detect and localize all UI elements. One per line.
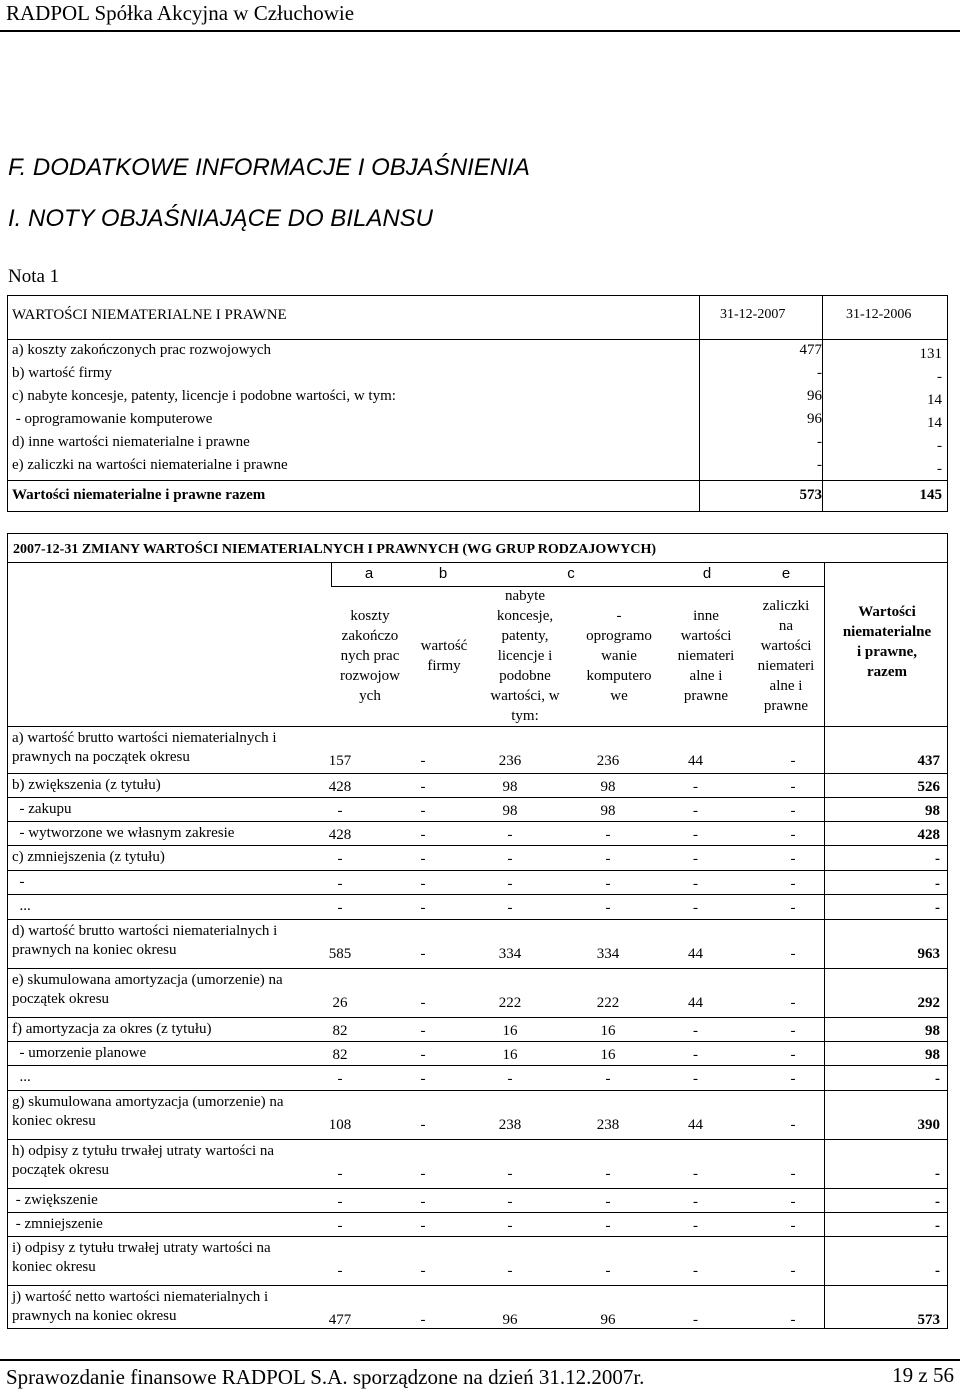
row-label: - zakupu	[12, 801, 72, 817]
value-2007: 477	[799, 342, 822, 358]
cell-c1: 16	[600, 1047, 616, 1063]
total-2006: 145	[919, 487, 942, 503]
cell-b: -	[420, 753, 426, 769]
row-divider	[8, 894, 947, 895]
value-2006: 131	[919, 346, 942, 362]
row-divider	[8, 1236, 947, 1237]
cell-d: -	[693, 1023, 698, 1039]
column-divider	[331, 562, 332, 586]
row-label: - zmniejszenie	[12, 1216, 103, 1232]
cell-e: -	[790, 1194, 796, 1210]
cell-total: 98	[925, 1047, 940, 1063]
row-divider	[8, 845, 947, 846]
row-label: d) inne wartości niematerialne i prawne	[12, 434, 250, 450]
table-row	[8, 846, 947, 871]
cell-b: -	[420, 876, 426, 892]
total-2007: 573	[799, 487, 822, 503]
cell-e: -	[790, 851, 796, 867]
header-divider	[0, 30, 960, 32]
cell-c: -	[507, 1263, 513, 1279]
cell-b: -	[420, 1023, 426, 1039]
row-label: - oprogramowanie komputerowe	[12, 411, 213, 427]
table-row	[8, 774, 947, 798]
row-label: b) zwiększenia (z tytułu)	[12, 777, 161, 793]
cell-c: -	[507, 827, 513, 843]
row-label: - wytworzone we własnym zakresie	[12, 825, 235, 841]
cell-c1: -	[605, 876, 611, 892]
cell-d: -	[693, 1194, 698, 1210]
cell-total: 573	[917, 1312, 940, 1328]
table-row	[8, 871, 947, 895]
column-head-licenses: nabyte koncesje, patenty, licencje i podobne wartości, w tym:	[490, 588, 560, 724]
row-label: - umorzenie planowe	[12, 1045, 147, 1061]
table-header-label: WARTOŚCI NIEMATERIALNE I PRAWNE	[12, 307, 287, 323]
table-row	[8, 455, 947, 478]
cell-a: 82	[332, 1047, 348, 1063]
row-divider	[8, 773, 947, 774]
row-label: e) zaliczki na wartości niematerialne i prawne	[12, 457, 288, 473]
cell-total: -	[935, 1194, 940, 1210]
column-header-2006: 31-12-2006	[846, 307, 912, 322]
cell-d: -	[693, 900, 698, 916]
table-row	[8, 340, 947, 363]
cell-b: -	[420, 1117, 426, 1133]
cell-e: -	[790, 1117, 796, 1133]
table-row	[8, 1042, 947, 1066]
row-label: j) wartość netto wartości niematerialnych i prawnych na koniec okresu	[12, 1289, 269, 1324]
column-head-development-costs: koszty zakończo nych prac rozwojow ych	[340, 608, 400, 704]
cell-b: -	[420, 1071, 426, 1087]
cell-total: -	[935, 851, 940, 867]
cell-total: 437	[917, 753, 940, 769]
page-number: 19 z 56	[892, 1363, 954, 1387]
cell-c1: 98	[600, 779, 616, 795]
cell-d: -	[693, 1312, 698, 1328]
cell-c1: -	[605, 1166, 611, 1182]
value-2006: -	[937, 369, 942, 385]
total-row	[8, 480, 947, 512]
column-header-2007: 31-12-2007	[720, 307, 786, 322]
row-label: e) skumulowana amortyzacja (umorzenie) na początek okresu	[12, 972, 283, 1007]
cell-e: -	[790, 753, 796, 769]
cell-b: -	[420, 1194, 426, 1210]
column-head-goodwill: wartość firmy	[420, 638, 468, 674]
cell-total: 526	[917, 779, 940, 795]
company-name: RADPOL Spółka Akcyjna w Człuchowie	[6, 1, 355, 25]
cell-e: -	[790, 1263, 796, 1279]
table-row	[8, 822, 947, 846]
row-label: ...	[12, 898, 31, 914]
cell-d: -	[693, 803, 698, 819]
cell-c1: -	[605, 1071, 611, 1087]
value-2006: -	[937, 461, 942, 477]
cell-c: 334	[498, 946, 522, 962]
column-head-total: Wartości niematerialne i prawne, razem	[842, 604, 932, 680]
cell-d: 44	[688, 946, 703, 962]
cell-d: -	[693, 1071, 698, 1087]
cell-a: 157	[328, 753, 352, 769]
cell-total: 428	[917, 827, 940, 843]
changes-table	[7, 533, 948, 1329]
row-divider	[8, 1188, 947, 1189]
row-divider	[8, 1139, 947, 1140]
cell-d: -	[693, 1047, 698, 1063]
cell-c1: -	[605, 900, 611, 916]
cell-total: -	[935, 1218, 940, 1234]
cell-a: 108	[328, 1117, 352, 1133]
table-row	[8, 1018, 947, 1042]
cell-d: 44	[688, 1117, 703, 1133]
cell-c1: -	[605, 851, 611, 867]
column-letter-a: a	[364, 565, 374, 582]
title-divider	[8, 562, 947, 563]
cell-total: 963	[917, 946, 940, 962]
table-row	[8, 409, 947, 432]
cell-a: -	[337, 876, 343, 892]
row-label: - zwiększenie	[12, 1192, 98, 1208]
cell-e: -	[790, 1071, 796, 1087]
cell-b: -	[420, 1047, 426, 1063]
cell-c: 238	[498, 1117, 522, 1133]
cell-a: -	[337, 1218, 343, 1234]
column-letter-d: d	[702, 565, 712, 582]
cell-d: -	[693, 876, 698, 892]
row-divider	[8, 1017, 947, 1018]
section-title: F. DODATKOWE INFORMACJE I OBJAŚNIENIA	[8, 154, 530, 181]
cell-b: -	[420, 1166, 426, 1182]
table-row	[8, 798, 947, 822]
table-row	[8, 969, 947, 1018]
cell-c1: 96	[600, 1312, 616, 1328]
row-label: a) wartość brutto wartości niematerialnych i prawnych na początek okresu	[12, 730, 277, 765]
row-label: d) wartość brutto wartości niematerialnych i prawnych na koniec okresu	[12, 923, 278, 958]
cell-c1: -	[605, 827, 611, 843]
cell-d: -	[693, 1166, 698, 1182]
cell-c: 16	[502, 1023, 518, 1039]
cell-b: -	[420, 1263, 426, 1279]
row-divider	[8, 1041, 947, 1042]
cell-c1: 236	[596, 753, 620, 769]
cell-c1: 98	[600, 803, 616, 819]
cell-a: -	[337, 1263, 343, 1279]
table-row	[8, 432, 947, 455]
cell-c: 98	[502, 779, 518, 795]
cell-e: -	[790, 995, 796, 1011]
cell-a: -	[337, 851, 343, 867]
value-2006: 14	[927, 415, 942, 431]
footer-report-title: Sprawozdanie finansowe RADPOL S.A. sporządzone na dzień 31.12.2007r.	[6, 1365, 645, 1389]
cell-total: -	[935, 876, 940, 892]
cell-a: 26	[332, 995, 348, 1011]
cell-e: -	[790, 1047, 796, 1063]
row-label: a) koszty zakończonych prac rozwojowych	[12, 342, 272, 358]
row-label: i) odpisy z tytułu trwałej utraty wartości na koniec okresu	[12, 1240, 271, 1275]
letters-divider	[331, 586, 824, 587]
cell-c1: -	[605, 1194, 611, 1210]
cell-b: -	[420, 1218, 426, 1234]
row-label: -	[12, 874, 25, 890]
cell-b: -	[420, 851, 426, 867]
cell-c: -	[507, 851, 513, 867]
cell-e: -	[790, 1023, 796, 1039]
cell-e: -	[790, 779, 796, 795]
value-2007: -	[817, 365, 822, 381]
row-label: c) nabyte koncesje, patenty, licencje i podobne wartości, w tym:	[12, 388, 396, 404]
table-row	[8, 1091, 947, 1140]
cell-d: -	[693, 1218, 698, 1234]
cell-b: -	[420, 900, 426, 916]
footer-divider	[0, 1359, 960, 1361]
cell-a: -	[337, 1194, 343, 1210]
cell-b: -	[420, 827, 426, 843]
value-2007: -	[817, 457, 822, 473]
row-divider	[8, 1065, 947, 1066]
column-head-other: inne wartości niemateri alne i prawne	[677, 608, 735, 704]
cell-c1: 238	[596, 1117, 620, 1133]
row-label: h) odpisy z tytułu trwałej utraty wartości na początek okresu	[12, 1143, 275, 1178]
cell-c: -	[507, 1071, 513, 1087]
row-label: c) zmniejszenia (z tytułu)	[12, 849, 165, 865]
cell-e: -	[790, 827, 796, 843]
cell-c1: -	[605, 1218, 611, 1234]
cell-a: -	[337, 1166, 343, 1182]
cell-total: -	[935, 1166, 940, 1182]
cell-d: -	[693, 1263, 698, 1279]
cell-a: 585	[328, 946, 352, 962]
row-divider	[8, 919, 947, 920]
cell-total: 98	[925, 803, 940, 819]
table-row	[8, 1140, 947, 1189]
cell-a: 428	[328, 827, 352, 843]
cell-c1: 334	[596, 946, 620, 962]
column-letter-e: e	[781, 565, 791, 582]
changes-table-title: 2007-12-31 ZMIANY WARTOŚCI NIEMATERIALNYCH I PRAWNYCH (WG GRUP RODZAJOWYCH)	[13, 542, 657, 557]
cell-d: -	[693, 851, 698, 867]
cell-c: -	[507, 1166, 513, 1182]
table-row	[8, 920, 947, 969]
cell-c: -	[507, 876, 513, 892]
row-label: ...	[12, 1069, 31, 1085]
table-row	[8, 1237, 947, 1286]
cell-e: -	[790, 876, 796, 892]
total-label: Wartości niematerialne i prawne razem	[12, 487, 266, 503]
intangible-assets-table	[7, 295, 948, 512]
cell-a: 428	[328, 779, 352, 795]
cell-d: -	[693, 779, 698, 795]
cell-a: 82	[332, 1023, 348, 1039]
cell-a: -	[337, 1071, 343, 1087]
table-row	[8, 1213, 947, 1237]
row-divider	[8, 797, 947, 798]
row-divider	[8, 1285, 947, 1286]
cell-a: 477	[328, 1312, 352, 1328]
cell-d: -	[693, 827, 698, 843]
cell-c: -	[507, 900, 513, 916]
column-head-advances: zaliczki na wartości niemateri alne i prawne	[757, 598, 815, 714]
value-2007: -	[817, 434, 822, 450]
cell-total: 390	[917, 1117, 940, 1133]
page-header	[0, 0, 960, 28]
table-row	[8, 727, 947, 774]
row-divider	[8, 821, 947, 822]
value-2006: 14	[927, 392, 942, 408]
cell-c: 236	[498, 753, 522, 769]
cell-c: 222	[498, 995, 522, 1011]
cell-b: -	[420, 995, 426, 1011]
subsection-title: I. NOTY OBJAŚNIAJĄCE DO BILANSU	[8, 205, 433, 232]
cell-c: -	[507, 1218, 513, 1234]
table-row	[8, 1189, 947, 1213]
cell-c1: 16	[600, 1023, 616, 1039]
row-divider	[8, 870, 947, 871]
row-label: b) wartość firmy	[12, 365, 112, 381]
table-row	[8, 895, 947, 920]
cell-e: -	[790, 900, 796, 916]
cell-c1: 222	[596, 995, 620, 1011]
table-row	[8, 363, 947, 386]
row-label: f) amortyzacja za okres (z tytułu)	[12, 1021, 212, 1037]
header-divider	[8, 726, 947, 727]
cell-e: -	[790, 1312, 796, 1328]
cell-b: -	[420, 946, 426, 962]
value-2006: -	[937, 438, 942, 454]
cell-b: -	[420, 803, 426, 819]
cell-c: 98	[502, 803, 518, 819]
cell-c: 16	[502, 1047, 518, 1063]
cell-d: 44	[688, 995, 703, 1011]
cell-a: -	[337, 803, 343, 819]
cell-e: -	[790, 1218, 796, 1234]
cell-a: -	[337, 900, 343, 916]
column-letter-c: c	[567, 565, 575, 582]
cell-c: 96	[502, 1312, 518, 1328]
cell-e: -	[790, 803, 796, 819]
cell-total: -	[935, 1071, 940, 1087]
value-2007: 96	[807, 388, 822, 404]
cell-total: 292	[917, 995, 940, 1011]
table-row	[8, 1286, 947, 1335]
cell-total: 98	[925, 1023, 940, 1039]
column-letter-b: b	[438, 565, 448, 582]
cell-b: -	[420, 1312, 426, 1328]
row-divider	[8, 968, 947, 969]
cell-total: -	[935, 1263, 940, 1279]
note-number: Nota 1	[8, 266, 60, 287]
cell-b: -	[420, 779, 426, 795]
cell-d: 44	[688, 753, 703, 769]
table-header	[8, 296, 947, 340]
table-row	[8, 1066, 947, 1091]
cell-c1: -	[605, 1263, 611, 1279]
cell-c: -	[507, 1194, 513, 1210]
cell-e: -	[790, 946, 796, 962]
cell-total: -	[935, 900, 940, 916]
column-head-software: - oprogramo wanie komputero we	[586, 608, 652, 704]
row-divider	[8, 1090, 947, 1091]
cell-e: -	[790, 1166, 796, 1182]
value-2007: 96	[807, 411, 822, 427]
row-divider	[8, 1212, 947, 1213]
row-label: g) skumulowana amortyzacja (umorzenie) na koniec okresu	[12, 1094, 284, 1129]
table-row	[8, 386, 947, 409]
